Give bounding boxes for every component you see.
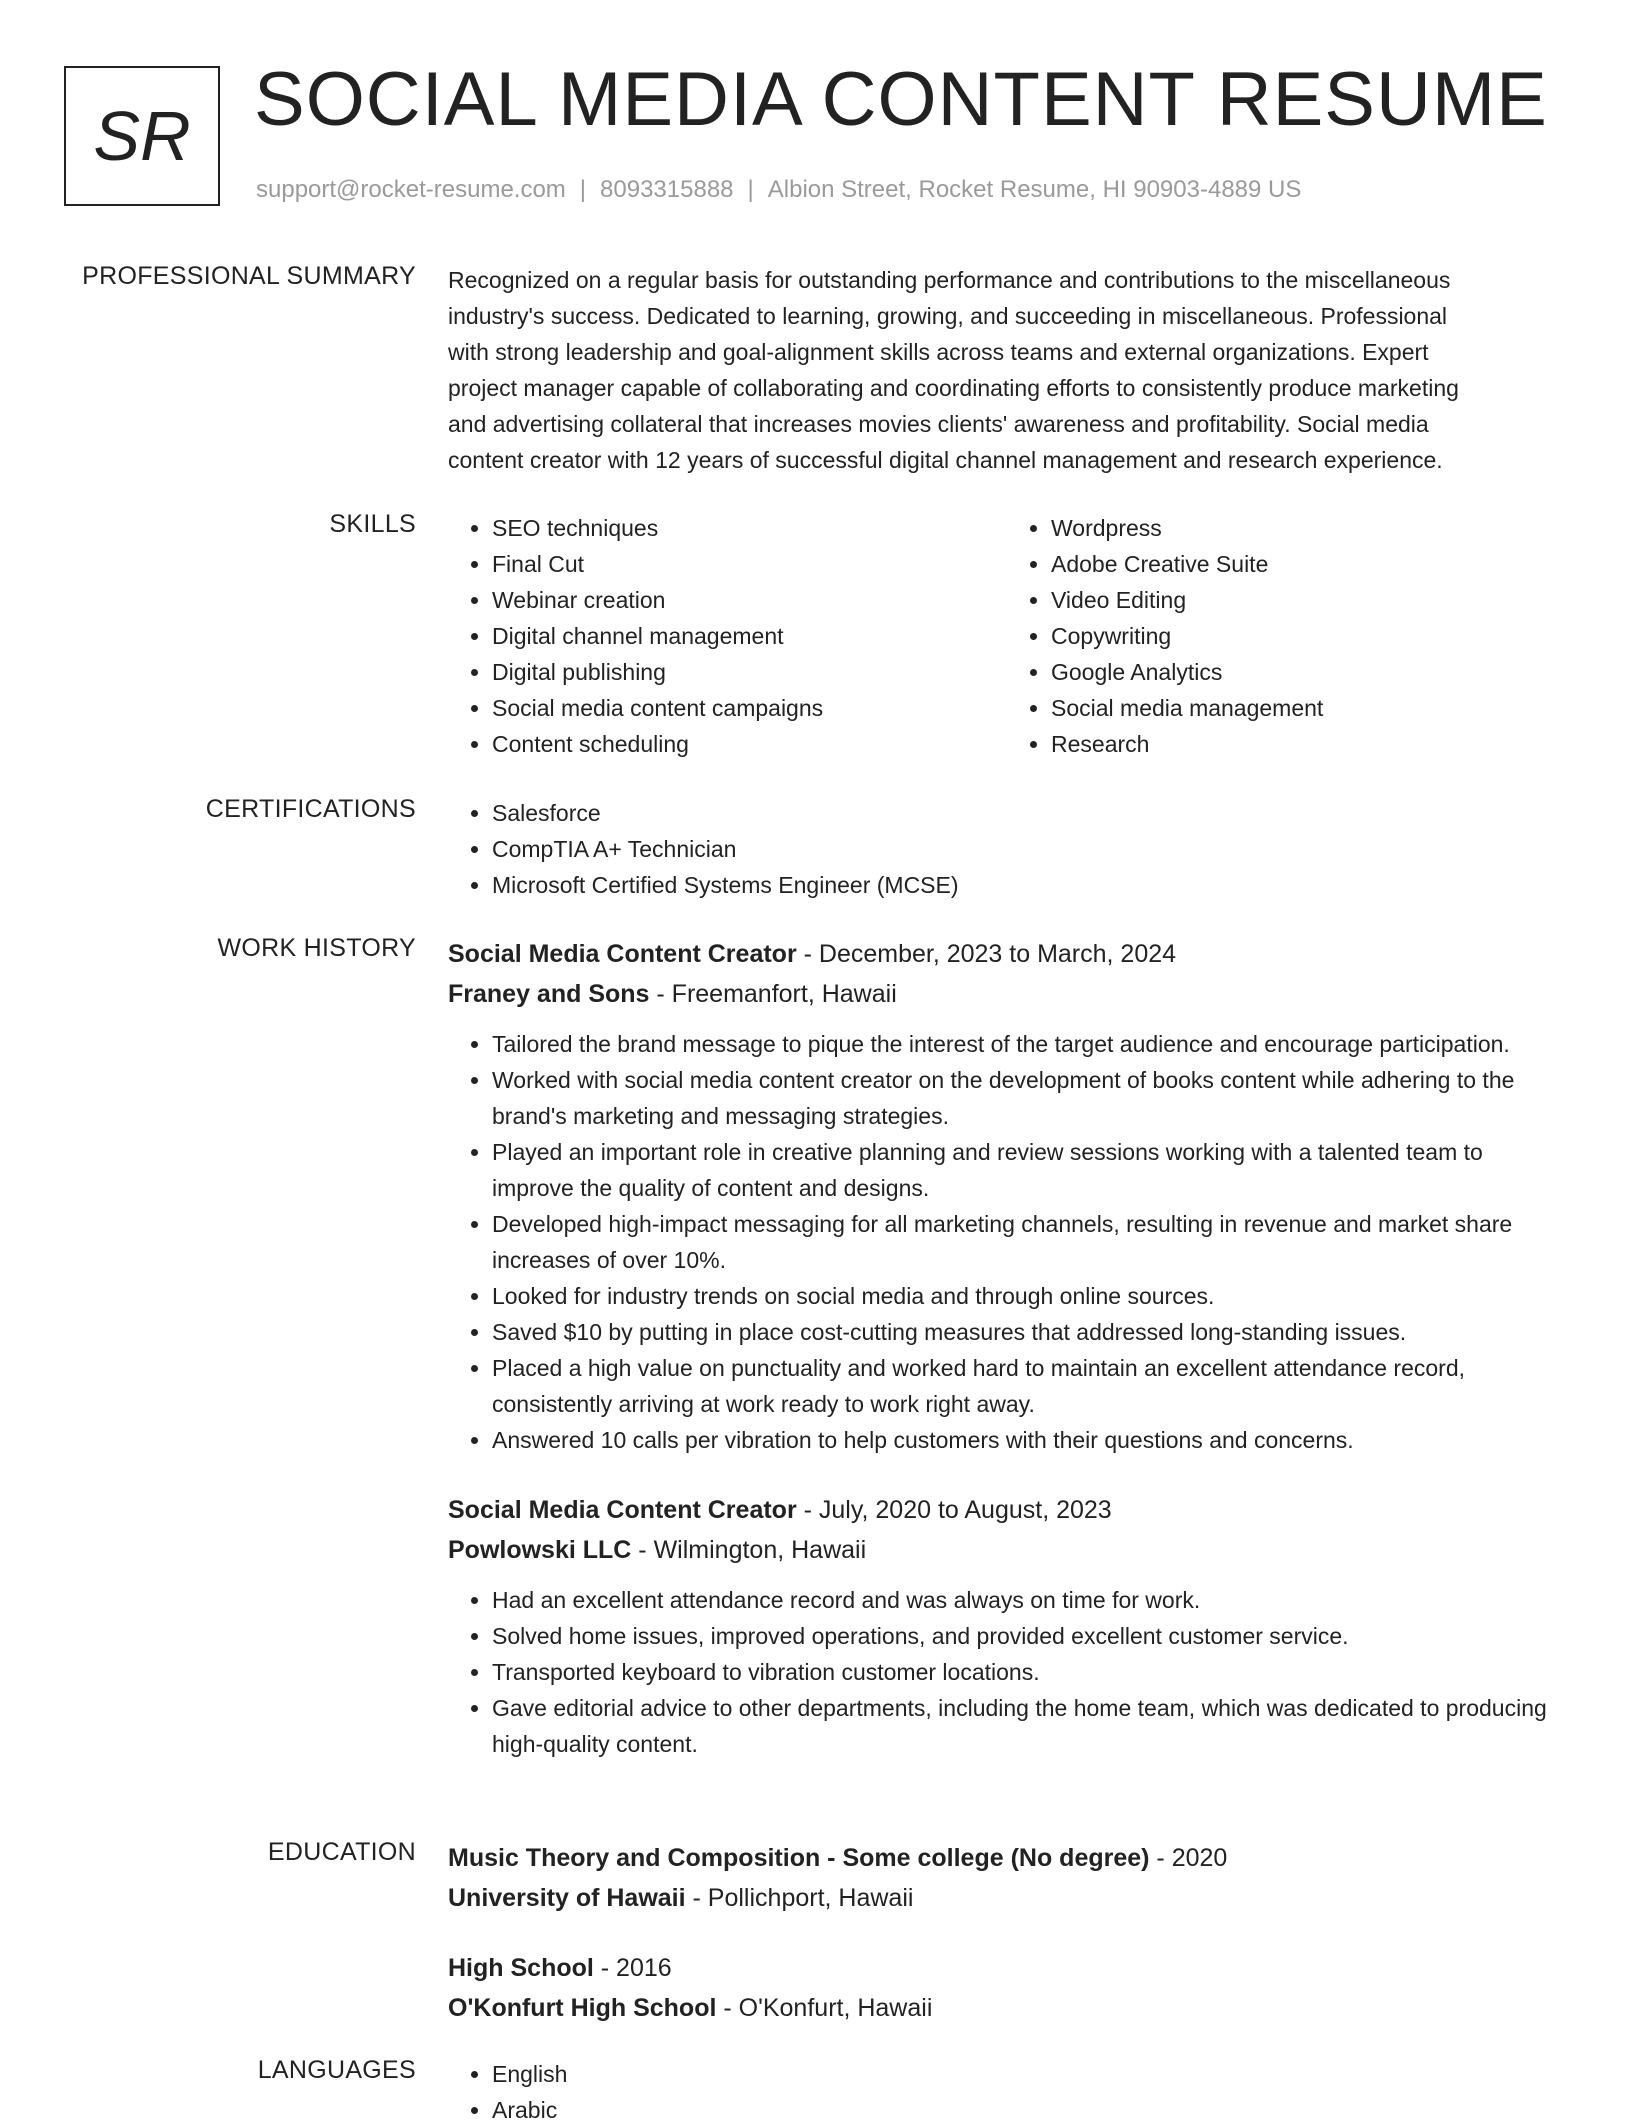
education-location: - Pollichport, Hawaii (685, 1884, 914, 1912)
job-bullet: • Transported keyboard to vibration customer locations. (492, 1654, 1566, 1690)
job-bullets (448, 1582, 1566, 1762)
job-bullet: • Saved $10 by putting in place cost-cutting measures that addressed long-standing issues. (492, 1314, 1566, 1350)
monogram-badge (64, 66, 220, 206)
job-location: - Freemanfort, Hawaii (649, 980, 897, 1008)
job-bullet: • Solved home issues, improved operations, and provided excellent customer service. (492, 1618, 1566, 1654)
education-body (448, 1838, 1566, 2028)
contact-separator: | (747, 176, 754, 203)
job-bullet: • Looked for industry trends on social media and through online sources. (492, 1278, 1566, 1314)
job-bullet: • Played an important role in creative planning and review sessions working with a talented team to improve the quality of content and designs. (492, 1134, 1566, 1206)
work-history-body (448, 934, 1566, 1762)
job-bullet: • Tailored the brand message to pique the interest of the target audience and encourage participation. (492, 1026, 1566, 1062)
contact-separator: | (579, 176, 587, 203)
summary-line: industry's success. Dedicated to learning, growing, and succeeding in miscellaneous. Professional (448, 303, 1448, 329)
summary-line: with strong leadership and goal-alignment skills across teams and external organizations. Expert (448, 339, 1429, 365)
skill-item: • Digital publishing (492, 654, 1007, 690)
certification-item: • Salesforce (492, 795, 1566, 831)
job-company-line (448, 974, 1566, 1014)
job-title-line (448, 1490, 1566, 1530)
section-heading-skills: SKILLS (329, 510, 416, 538)
job-company: Powlowski LLC (448, 1536, 632, 1564)
contact-address: Albion Street, Rocket Resume, HI 90903-4889 US (767, 176, 1302, 203)
job-bullet: • Worked with social media content creator on the development of books content while adhering to the brand's marketing and messaging strategies. (492, 1062, 1566, 1134)
job-entry (448, 934, 1566, 1458)
job-bullet: • Had an excellent attendance record and was always on time for work. (492, 1582, 1566, 1618)
section-heading-work-history: WORK HISTORY (217, 934, 416, 962)
certifications-list (448, 795, 1566, 903)
job-bullets (448, 1026, 1566, 1458)
education-school-line (448, 1878, 1566, 1918)
job-entry (448, 1490, 1566, 1762)
job-location: - Wilmington, Hawaii (631, 1536, 867, 1564)
section-heading-certifications: CERTIFICATIONS (205, 795, 416, 823)
skill-item: • SEO techniques (492, 510, 1007, 546)
job-bullet: • Answered 10 calls per vibration to help customers with their questions and concerns. (492, 1422, 1566, 1458)
summary-line: content creator with 12 years of successful digital channel management and research experience. (448, 447, 1443, 473)
language-item: • English (492, 2056, 1566, 2092)
skill-item: • Google Analytics (1051, 654, 1566, 690)
summary-line: project manager capable of collaborating and coordinating efforts to consistently produce marketing (448, 375, 1459, 401)
certification-item: • Microsoft Certified Systems Engineer (MCSE) (492, 867, 1566, 903)
education-degree-line (448, 1838, 1566, 1878)
education-degree: High School (448, 1954, 594, 1982)
education-school-line (448, 1988, 1566, 2028)
summary-line: and advertising collateral that increases movies clients' awareness and profitability. Social media (448, 411, 1429, 437)
skill-item: • Adobe Creative Suite (1051, 546, 1566, 582)
skills-column-2 (1007, 510, 1566, 762)
skills-column-1 (448, 510, 1007, 762)
job-bullet: • Placed a high value on punctuality and worked hard to maintain an excellent attendance record, consistently arriving at work ready to work right away. (492, 1350, 1566, 1422)
skill-item: • Webinar creation (492, 582, 1007, 618)
skill-item: • Video Editing (1051, 582, 1566, 618)
skill-item: • Copywriting (1051, 618, 1566, 654)
education-year: - 2016 (593, 1954, 672, 1982)
job-title: Social Media Content Creator (448, 1496, 797, 1524)
education-entry (448, 1948, 1566, 2028)
skill-item: • Research (1051, 726, 1566, 762)
job-title: Social Media Content Creator (448, 940, 797, 968)
job-bullet: • Developed high-impact messaging for all marketing channels, resulting in revenue and market share increases of over 10%. (492, 1206, 1566, 1278)
languages-list (448, 2056, 1566, 2128)
language-item: • Arabic (492, 2092, 1566, 2128)
monogram-text: SR (93, 97, 191, 175)
skill-item: • Final Cut (492, 546, 1007, 582)
education-entry (448, 1838, 1566, 1918)
certification-item: • CompTIA A+ Technician (492, 831, 1566, 867)
section-heading-languages: LANGUAGES (257, 2056, 416, 2084)
education-year: - 2020 (1149, 1844, 1228, 1872)
skills-list (448, 510, 1566, 762)
job-title-line (448, 934, 1566, 974)
skill-item: • Digital channel management (492, 618, 1007, 654)
education-degree: Music Theory and Composition - Some college (No degree) (448, 1844, 1150, 1872)
skill-item: • Social media management (1051, 690, 1566, 726)
job-dates: - July, 2020 to August, 2023 (796, 1496, 1112, 1524)
education-school: University of Hawaii (448, 1884, 686, 1912)
job-bullet: • Gave editorial advice to other departments, including the home team, which was dedicated to producing high-quality content. (492, 1690, 1566, 1762)
summary-text (448, 262, 1566, 478)
summary-line: Recognized on a regular basis for outstanding performance and contributions to the miscellaneous (448, 267, 1451, 293)
skill-item: • Content scheduling (492, 726, 1007, 762)
education-degree-line (448, 1948, 1566, 1988)
job-company-line (448, 1530, 1566, 1570)
job-dates: - December, 2023 to March, 2024 (796, 940, 1177, 968)
skill-item: • Social media content campaigns (492, 690, 1007, 726)
contact-email[interactable]: support@rocket-resume.com (256, 176, 566, 203)
job-company: Franey and Sons (448, 980, 650, 1008)
contact-phone[interactable]: 8093315888 (600, 176, 734, 203)
section-heading-education: EDUCATION (267, 1838, 416, 1866)
skill-item: • Wordpress (1051, 510, 1566, 546)
resume-title: SOCIAL MEDIA CONTENT RESUME (254, 57, 1548, 142)
contact-line (256, 176, 1301, 204)
education-school: O'Konfurt High School (448, 1994, 717, 2022)
education-location: - O'Konfurt, Hawaii (716, 1994, 933, 2022)
section-heading-summary: PROFESSIONAL SUMMARY (82, 262, 416, 290)
